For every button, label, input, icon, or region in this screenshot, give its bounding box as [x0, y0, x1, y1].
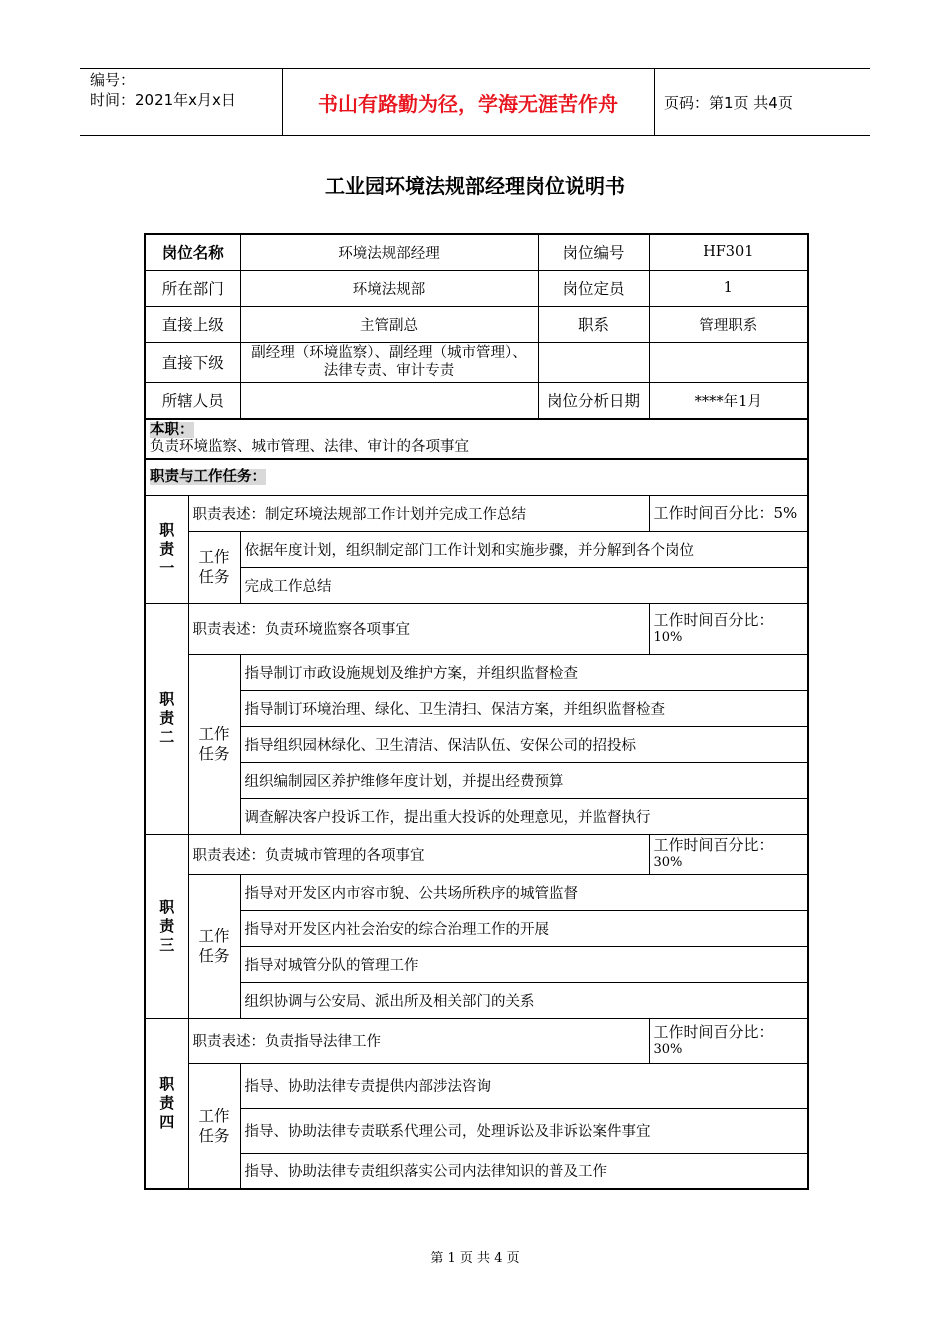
work-task-label: 工作任务 [188, 654, 240, 834]
header-slogan: 书山有路勤为径，学海无涯苦作舟 [318, 91, 618, 116]
duties-heading-row [145, 459, 808, 495]
task-row [145, 1108, 808, 1153]
duties-heading: 职责与工作任务： [150, 468, 266, 485]
field-value: 环境法规部 [240, 270, 538, 306]
work-task-label: 工作任务 [188, 531, 240, 603]
header-divider [654, 68, 655, 136]
task-item: 指导制订市政设施规划及维护方案，并组织监督检查 [240, 654, 808, 690]
field-value: ****年1月 [649, 382, 808, 419]
field-label: 职系 [538, 306, 649, 342]
field-value: 环境法规部经理 [240, 234, 538, 270]
info-row [145, 382, 808, 419]
field-label: 岗位定员 [538, 270, 649, 306]
duty-time-percentage: 工作时间百分比： 30% [649, 1018, 808, 1063]
field-value [649, 342, 808, 382]
duty-desc-row [145, 1018, 808, 1063]
duty-description: 职责表述：制定环境法规部工作计划并完成工作总结 [188, 495, 649, 531]
duty-desc-row [145, 603, 808, 654]
task-row [145, 690, 808, 726]
duty-description: 职责表述：负责城市管理的各项事宜 [188, 834, 649, 874]
field-label: 岗位名称 [145, 234, 240, 270]
task-row [145, 946, 808, 982]
field-label: 直接上级 [145, 306, 240, 342]
duty-intro-row [145, 419, 808, 459]
document-title: 工业园环境法规部经理岗位说明书 [325, 174, 625, 198]
duty-time-percentage: 工作时间百分比： 10% [649, 603, 808, 654]
info-row [145, 342, 808, 382]
field-value [240, 382, 538, 419]
header-page-label: 页码：第1页 共4页 [664, 93, 793, 112]
duty-desc-row [145, 834, 808, 874]
page-footer: 第 1 页 共 4 页 [430, 1251, 520, 1266]
task-row [145, 567, 808, 603]
task-row [145, 531, 808, 567]
task-row [145, 654, 808, 690]
task-item: 组织编制园区养护维修年度计划，并提出经费预算 [240, 762, 808, 798]
field-value: 管理职系 [649, 306, 808, 342]
task-item: 依据年度计划，组织制定部门工作计划和实施步骤，并分解到各个岗位 [240, 531, 808, 567]
duty-label: 职责一 [145, 495, 188, 603]
work-task-label: 工作任务 [188, 874, 240, 1018]
duty-label: 职责二 [145, 603, 188, 834]
field-label: 岗位编号 [538, 234, 649, 270]
info-row [145, 234, 808, 270]
duty-intro-label: 本职： [150, 422, 194, 438]
task-item: 指导对开发区内市容市貌、公共场所秩序的城管监督 [240, 874, 808, 910]
task-item: 调查解决客户投诉工作，提出重大投诉的处理意见，并监督执行 [240, 798, 808, 834]
field-value: 1 [649, 270, 808, 306]
field-label: 所在部门 [145, 270, 240, 306]
duty-label: 职责四 [145, 1018, 188, 1189]
task-item: 指导、协助法律专责提供内部涉法咨询 [240, 1063, 808, 1108]
task-item: 指导、协助法律专责组织落实公司内法律知识的普及工作 [240, 1153, 808, 1189]
duty-time-percentage: 工作时间百分比：5% [649, 495, 808, 531]
task-row [145, 1063, 808, 1108]
task-item: 指导制订环境治理、绿化、卫生清扫、保洁方案，并组织监督检查 [240, 690, 808, 726]
task-row [145, 874, 808, 910]
field-label: 岗位分析日期 [538, 382, 649, 419]
task-row [145, 982, 808, 1018]
field-value: HF301 [649, 234, 808, 270]
field-label [538, 342, 649, 382]
duty-description: 职责表述：负责指导法律工作 [188, 1018, 649, 1063]
field-value: 主管副总 [240, 306, 538, 342]
info-row [145, 270, 808, 306]
field-label: 所辖人员 [145, 382, 240, 419]
task-item: 指导、协助法律专责联系代理公司，处理诉讼及非诉讼案件事宜 [240, 1108, 808, 1153]
task-item: 指导组织园林绿化、卫生清洁、保洁队伍、安保公司的招投标 [240, 726, 808, 762]
task-row [145, 726, 808, 762]
document-date-label: 时间：2021年x月x日 [90, 91, 236, 109]
duty-time-percentage: 工作时间百分比： 30% [649, 834, 808, 874]
duty-desc-row [145, 495, 808, 531]
task-row [145, 1153, 808, 1189]
duty-intro-text: 负责环境监察、城市管理、法律、审计的各项事宜 [150, 439, 469, 455]
field-label: 直接下级 [145, 342, 240, 382]
work-task-label: 工作任务 [188, 1063, 240, 1189]
task-item: 组织协调与公安局、派出所及相关部门的关系 [240, 982, 808, 1018]
task-row [145, 910, 808, 946]
field-value: 副经理（环境监察）、副经理（城市管理）、法律专责、审计专责 [240, 342, 538, 382]
duty-description: 职责表述：负责环境监察各项事宜 [188, 603, 649, 654]
job-description-table [144, 233, 809, 1190]
info-row [145, 306, 808, 342]
task-row [145, 798, 808, 834]
task-item: 完成工作总结 [240, 567, 808, 603]
duty-label: 职责三 [145, 834, 188, 1018]
document-number-label: 编号： [90, 71, 136, 89]
task-row [145, 762, 808, 798]
task-item: 指导对城管分队的管理工作 [240, 946, 808, 982]
header-meta [90, 70, 236, 110]
task-item: 指导对开发区内社会治安的综合治理工作的开展 [240, 910, 808, 946]
